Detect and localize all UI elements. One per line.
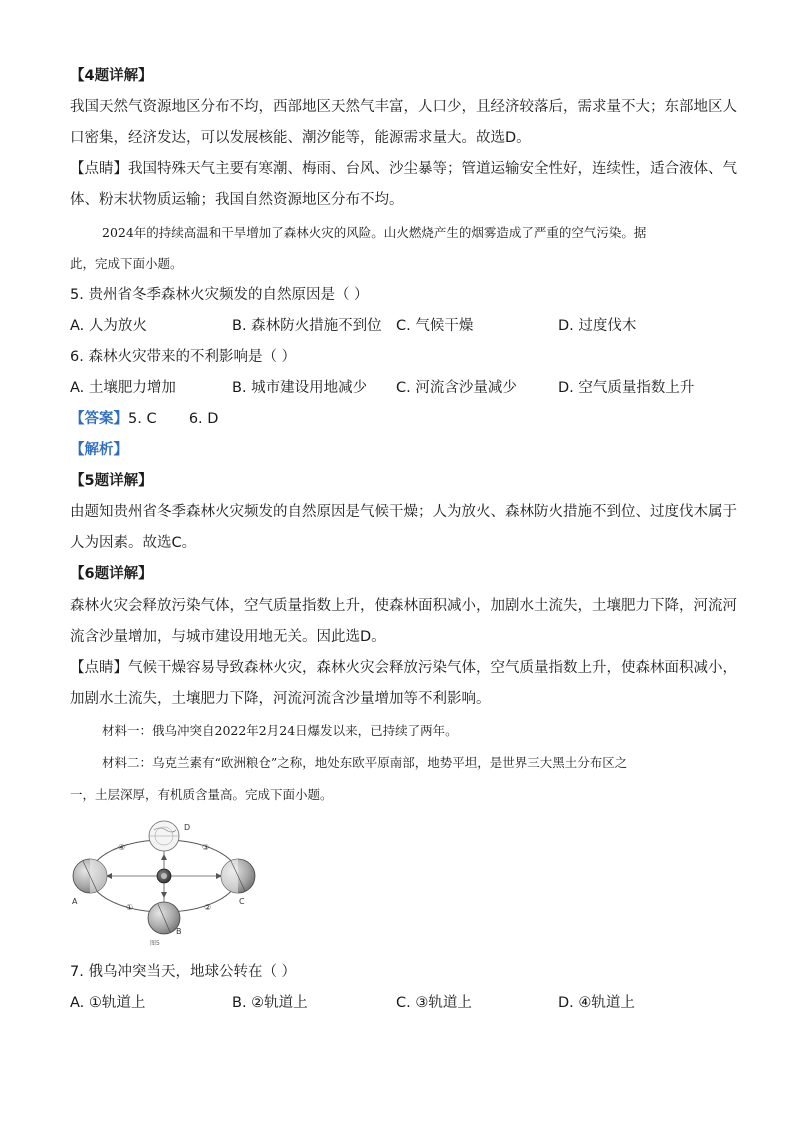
question-5: 5. 贵州省冬季森林火灾频发的自然原因是（ ）: [70, 287, 369, 303]
sun-core: [161, 873, 167, 879]
orbit-label-4: ④: [118, 843, 126, 852]
q5-option-d: D. 过度伐木: [558, 318, 637, 334]
material-one: 材料一：俄乌冲突自2022年2月24日爆发以来，已持续了两年。: [102, 723, 458, 738]
answer-line: [70, 409, 218, 429]
earth-c-daylight: [221, 859, 238, 893]
material-text-2: 此，完成下面小题。: [70, 256, 183, 271]
q7-option-c: C. ③轨道上: [396, 995, 472, 1011]
label-b: B: [176, 927, 182, 936]
q6-detail-text-2: 流含沙量增加，与城市建设用地无关。因此选D。: [70, 629, 386, 645]
q7-option-b: B. ②轨道上: [232, 995, 308, 1011]
q7-option-d: D. ④轨道上: [558, 995, 635, 1011]
q4-tip-text-1: 【点睛】我国特殊天气主要有寒潮、梅雨、台风、沙尘暴等；管道运输安全性好，连续性，适合液体、气: [70, 161, 737, 177]
label-c: C: [239, 897, 245, 906]
analysis-label: 【解析】: [70, 442, 128, 458]
q6-option-c: C. 河流含沙量减少: [396, 380, 517, 396]
question-7: 7. 俄乌冲突当天，地球公转在（ ）: [70, 964, 297, 980]
answer-label: 【答案】: [70, 411, 128, 427]
arrow-down-icon: [161, 892, 167, 898]
material-text-1: 2024年的持续高温和干旱增加了森林火灾的风险。山火燃烧产生的烟雾造成了严重的空气污染。据: [102, 225, 647, 240]
earth-orbit-diagram: [66, 818, 262, 948]
q5-option-c: C. 气候干燥: [396, 318, 474, 334]
orbit-label-3: ③: [202, 843, 210, 852]
q6-option-a: A. 土壤肥力增加: [70, 380, 176, 396]
label-d: D: [184, 823, 191, 832]
q6-tip-text-2: 加剧水土流失，土壤肥力下降，河流河流含沙量增加等不利影响。: [70, 691, 491, 707]
q6-option-b: B. 城市建设用地减少: [232, 380, 368, 396]
q5-detail-text-1: 由题知贵州省冬季森林火灾频发的自然原因是气候干燥；人为放火、森林防火措施不到位、过度伐木属于: [70, 504, 737, 520]
orbit-label-2: ②: [204, 903, 212, 912]
q6-option-d: D. 空气质量指数上升: [558, 380, 695, 396]
label-a: A: [72, 897, 78, 906]
q4-detail-text-2: 口密集，经济发达，可以发展核能、潮汐能等，能源需求量大。故选D。: [70, 130, 531, 146]
q7-option-a: A. ①轨道上: [70, 995, 146, 1011]
q5-detail-text-2: 人为因素。故选C。: [70, 535, 197, 551]
q6-tip-text-1: 【点睛】气候干燥容易导致森林火灾，森林火灾会释放污染气体，空气质量指数上升，使森林面积减小，: [70, 660, 737, 676]
answer-text: 5. C 6. D: [128, 411, 219, 427]
q5-option-b: B. 森林防火措施不到位: [232, 318, 382, 334]
orbit-label-1: ①: [126, 903, 134, 912]
q4-detail-text-1: 我国天然气资源地区分布不均，西部地区天然气丰富，人口少，且经济较落后，需求量不大；东部地区人: [70, 99, 737, 115]
q6-detail-text-1: 森林火灾会释放污染气体，空气质量指数上升，使森林面积减小，加剧水土流失，土壤肥力下降，河流河: [70, 598, 737, 614]
material-two-2: 一，土层深厚，有机质含量高。完成下面小题。: [70, 787, 333, 802]
figure-caption: 图5: [150, 940, 160, 947]
q5-option-a: A. 人为放火: [70, 318, 147, 334]
material-two-1: 材料二：乌克兰素有“欧洲粮仓”之称，地处东欧平原南部，地势平坦，是世界三大黑土分布区之: [102, 755, 628, 770]
orbit-figure: [66, 818, 262, 948]
q5-detail-heading: 【5题详解】: [70, 473, 153, 489]
question-6: 6. 森林火灾带来的不利影响是（ ）: [70, 349, 297, 365]
q4-detail-heading: 【4题详解】: [70, 68, 153, 84]
earth-a-daylight: [90, 859, 107, 893]
arrow-up-icon: [161, 854, 167, 860]
q4-tip-text-2: 体、粉末状物质运输；我国自然资源地区分布不均。: [70, 192, 404, 208]
q6-detail-heading: 【6题详解】: [70, 566, 153, 582]
